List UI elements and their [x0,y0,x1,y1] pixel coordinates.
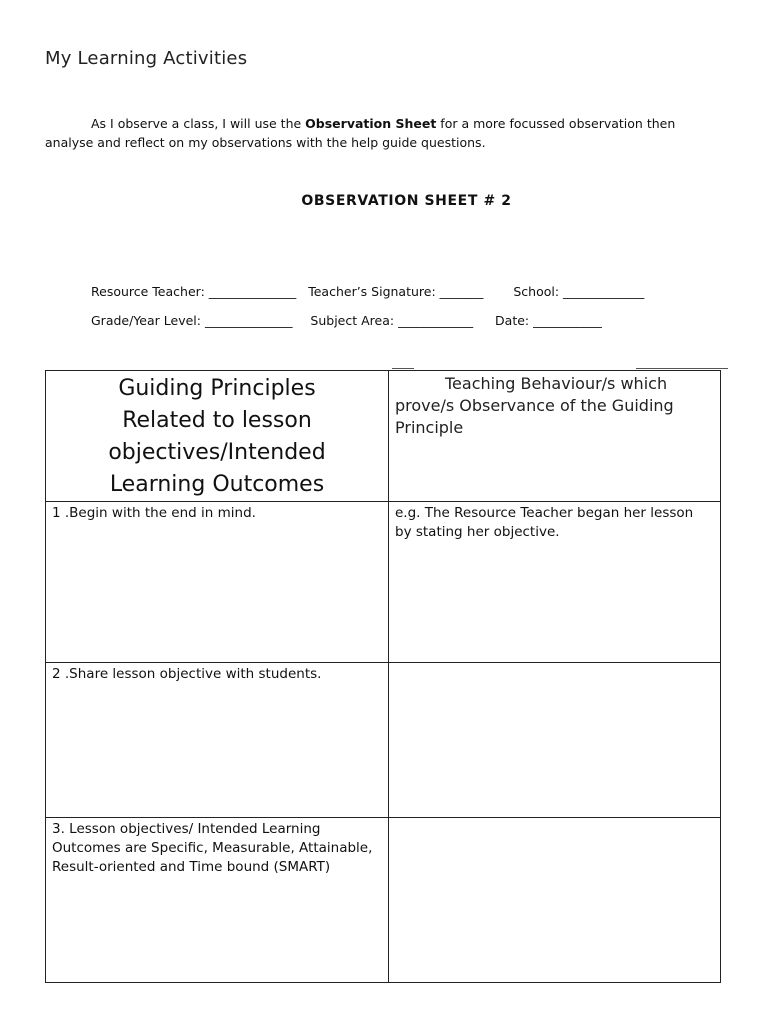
header-line: objectives/Intended [108,440,326,465]
intro-text-after: for a more focussed observation then analyse and reflect on my observations with the help guide questions. [45,116,676,150]
teaching-behaviour-header [389,371,721,502]
fields-row-1 [91,284,644,299]
header-line: Teaching Behaviour/s which [445,374,668,393]
page-title: My Learning Activities [45,48,248,69]
header-line: Related to lesson [122,408,312,433]
header-line: Learning Outcomes [109,472,325,497]
sheet-title: OBSERVATION SHEET # 2 [301,193,512,209]
fields-row-2 [91,313,602,328]
principle-cell: 1 .Begin with the end in mind. [46,502,389,663]
principle-cell: 3. Lesson objectives/ Intended Learning Outcomes are Specific, Measurable, Attainable, Result-oriented and Time bound (SMART) [46,818,389,983]
header-line: Guiding Principles [118,376,316,401]
principle-cell: 2 .Share lesson objective with students. [46,663,389,818]
table-row [46,663,721,818]
intro-text-before: As I observe a class, I will use the [91,116,306,131]
table-row [46,818,721,983]
behaviour-cell[interactable]: e.g. The Resource Teacher began her lesson by stating her objective. [389,502,721,663]
teacher-signature-field[interactable]: Teacher’s Signature: _______ [308,284,484,299]
stray-line [392,368,414,369]
subject-area-field[interactable]: Subject Area: ____________ [310,313,474,328]
table-header-row [46,371,721,502]
observation-table [45,370,721,983]
stray-line [636,368,728,369]
resource-teacher-field[interactable]: Resource Teacher: ______________ [91,284,297,299]
intro-bold-term: Observation Sheet [305,116,437,131]
intro-paragraph [45,114,705,152]
grade-year-level-field[interactable]: Grade/Year Level: ______________ [91,313,293,328]
behaviour-cell[interactable] [389,818,721,983]
school-field[interactable]: School: _____________ [513,284,645,299]
guiding-principles-header [46,371,389,502]
header-line: prove/s Observance of the Guiding Principle [395,396,674,437]
table-row [46,502,721,663]
date-field[interactable]: Date: ___________ [495,313,602,328]
behaviour-cell[interactable] [389,663,721,818]
